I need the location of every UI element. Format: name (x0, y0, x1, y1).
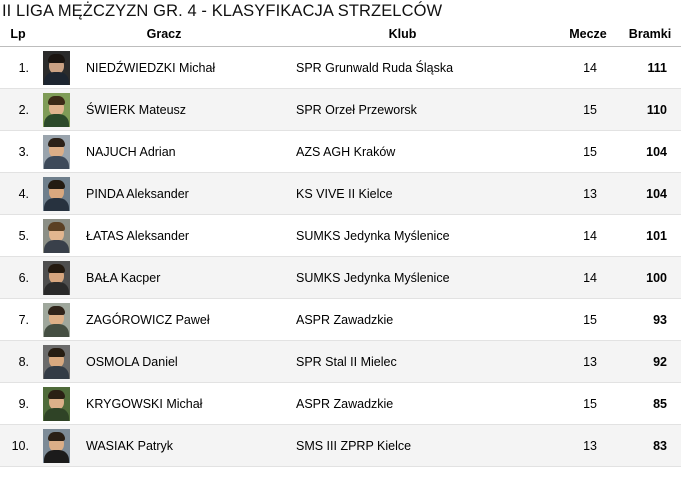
player-name[interactable]: OSMOLA Daniel (76, 341, 292, 383)
matches-played: 14 (557, 257, 619, 299)
table-row[interactable] (0, 173, 681, 215)
goals-scored: 92 (619, 341, 681, 383)
matches-played: 15 (557, 383, 619, 425)
matches-played: 15 (557, 131, 619, 173)
table-row[interactable] (0, 89, 681, 131)
player-photo-cell (36, 383, 76, 425)
rank-number: 2. (0, 89, 36, 131)
player-photo-cell (36, 131, 76, 173)
club-name[interactable]: AZS AGH Kraków (292, 131, 557, 173)
table-row[interactable] (0, 383, 681, 425)
player-photo-cell (36, 341, 76, 383)
club-name[interactable]: SMS III ZPRP Kielce (292, 425, 557, 467)
player-photo-cell (36, 425, 76, 467)
goals-scored: 83 (619, 425, 681, 467)
rank-number: 8. (0, 341, 36, 383)
goals-scored: 100 (619, 257, 681, 299)
club-name[interactable]: SUMKS Jedynka Myślenice (292, 215, 557, 257)
table-header-row (0, 24, 681, 47)
avatar (43, 51, 70, 85)
goals-scored: 104 (619, 131, 681, 173)
column-header-goals: Bramki (619, 24, 681, 47)
matches-played: 13 (557, 173, 619, 215)
player-name[interactable]: ŚWIERK Mateusz (76, 89, 292, 131)
matches-played: 13 (557, 341, 619, 383)
matches-played: 15 (557, 89, 619, 131)
club-name[interactable]: ASPR Zawadzkie (292, 383, 557, 425)
avatar (43, 135, 70, 169)
column-header-club-label: Klub (388, 27, 417, 41)
scorers-table (0, 24, 681, 467)
column-header-player-label: Gracz (146, 27, 182, 41)
player-name[interactable]: NIEDŹWIEDZKI Michał (76, 47, 292, 89)
column-header-lp: Lp (0, 24, 36, 47)
player-photo-cell (36, 47, 76, 89)
player-photo-cell (36, 215, 76, 257)
matches-played: 14 (557, 47, 619, 89)
player-photo-cell (36, 89, 76, 131)
goals-scored: 85 (619, 383, 681, 425)
rank-number: 4. (0, 173, 36, 215)
table-row[interactable] (0, 47, 681, 89)
rank-number: 1. (0, 47, 36, 89)
matches-played: 13 (557, 425, 619, 467)
club-name[interactable]: SPR Stal II Mielec (292, 341, 557, 383)
goals-scored: 111 (619, 47, 681, 89)
avatar (43, 429, 70, 463)
table-row[interactable] (0, 215, 681, 257)
table-body (0, 47, 681, 467)
avatar (43, 93, 70, 127)
player-photo-cell (36, 173, 76, 215)
player-name[interactable]: WASIAK Patryk (76, 425, 292, 467)
club-name[interactable]: SPR Grunwald Ruda Śląska (292, 47, 557, 89)
matches-played: 14 (557, 215, 619, 257)
player-photo-cell (36, 299, 76, 341)
player-photo-cell (36, 257, 76, 299)
table-row[interactable] (0, 299, 681, 341)
club-name[interactable]: KS VIVE II Kielce (292, 173, 557, 215)
avatar (43, 345, 70, 379)
matches-played: 15 (557, 299, 619, 341)
club-name[interactable]: ASPR Zawadzkie (292, 299, 557, 341)
column-header-club (292, 24, 557, 47)
player-name[interactable]: PINDA Aleksander (76, 173, 292, 215)
rank-number: 3. (0, 131, 36, 173)
goals-scored: 93 (619, 299, 681, 341)
rank-number: 6. (0, 257, 36, 299)
rank-number: 10. (0, 425, 36, 467)
column-header-player (76, 24, 292, 47)
table-row[interactable] (0, 257, 681, 299)
rank-number: 7. (0, 299, 36, 341)
table-row[interactable] (0, 341, 681, 383)
avatar (43, 261, 70, 295)
player-name[interactable]: KRYGOWSKI Michał (76, 383, 292, 425)
player-name[interactable]: BAŁA Kacper (76, 257, 292, 299)
avatar (43, 303, 70, 337)
club-name[interactable]: SPR Orzeł Przeworsk (292, 89, 557, 131)
goals-scored: 101 (619, 215, 681, 257)
avatar (43, 387, 70, 421)
club-name[interactable]: SUMKS Jedynka Myślenice (292, 257, 557, 299)
goals-scored: 104 (619, 173, 681, 215)
player-name[interactable]: ŁATAS Aleksander (76, 215, 292, 257)
avatar (43, 177, 70, 211)
column-header-matches: Mecze (557, 24, 619, 47)
goals-scored: 110 (619, 89, 681, 131)
player-name[interactable]: NAJUCH Adrian (76, 131, 292, 173)
avatar (43, 219, 70, 253)
page-title: II LIGA MĘŻCZYZN GR. 4 - KLASYFIKACJA STRZELCÓW (2, 2, 443, 20)
rank-number: 5. (0, 215, 36, 257)
table-row[interactable] (0, 425, 681, 467)
rank-number: 9. (0, 383, 36, 425)
table-row[interactable] (0, 131, 681, 173)
player-name[interactable]: ZAGÓROWICZ Paweł (76, 299, 292, 341)
